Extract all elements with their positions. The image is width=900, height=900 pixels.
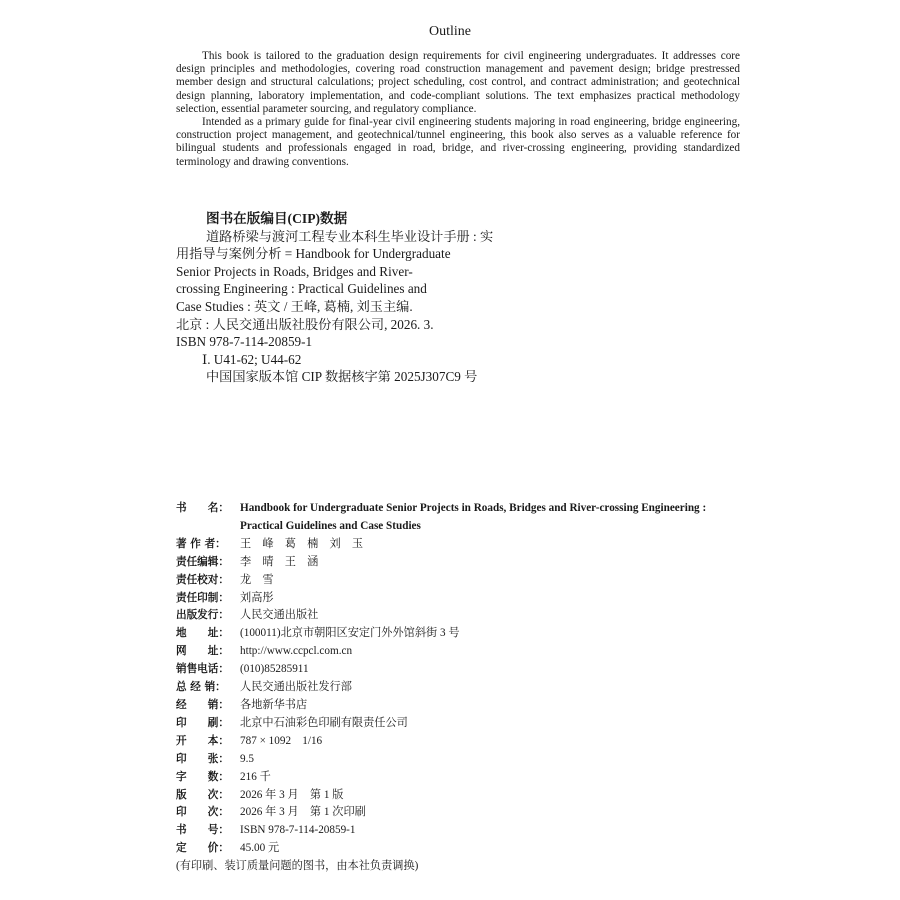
info-label: 销售电话： <box>176 663 229 676</box>
info-label: 印 刷： <box>176 716 229 729</box>
cip-description-line: Senior Projects in Roads, Bridges and River- <box>176 263 413 279</box>
info-label: 印 张： <box>176 752 229 765</box>
info-value: Handbook for Undergraduate Senior Projects in Roads, Bridges and River-crossing Engineering : <box>240 502 707 514</box>
info-value: 各地新华书店 <box>240 698 308 711</box>
info-label: 出版发行： <box>176 609 229 622</box>
info-value: 9.5 <box>240 752 254 765</box>
info-value: 45.00 元 <box>240 842 280 855</box>
info-label: 定 价： <box>176 842 229 855</box>
info-row <box>176 751 776 769</box>
info-value: 216 千 <box>240 770 271 783</box>
info-value: 787 × 1092 1/16 <box>240 734 323 747</box>
info-row <box>176 554 776 572</box>
info-value: 龙 雪 <box>240 573 274 586</box>
info-value: 李 晴 王 涵 <box>240 555 319 568</box>
info-value: 2026 年 3 月 第 1 版 <box>240 788 344 801</box>
info-value: (010)85285911 <box>240 663 309 676</box>
info-row <box>176 607 776 625</box>
info-value: ISBN 978-7-114-20859-1 <box>240 824 356 837</box>
cip-description-line: 用指导与案例分析 = Handbook for Undergraduate <box>176 246 451 262</box>
quality-notice <box>176 858 776 876</box>
info-row <box>176 840 776 858</box>
info-row <box>176 769 776 787</box>
cip-description-line: Case Studies : 英文 / 王峰, 葛楠, 刘玉主编. <box>176 298 413 314</box>
cip-isbn-line: ISBN 978-7-114-20859-1 <box>176 334 313 350</box>
info-row <box>176 733 776 751</box>
info-row <box>176 697 776 715</box>
info-value: 2026 年 3 月 第 1 次印刷 <box>240 806 366 819</box>
outline-paragraph: This book is tailored to the graduation design requirements for civil engineering undergraduates. It addresses core design principles and methodologies, covering road construction management and pavement design; bridge prestressed member design and structural calculations; project scheduling, cost control, and contract administration; and geotechnical design planning, laboratory implementation, and code-compliant solutions. The text emphasizes practical methodology selection, essential parameter sourcing, and regulatory compliance. <box>176 50 740 115</box>
outline-body <box>176 50 740 169</box>
info-row <box>176 661 776 679</box>
cip-description-line: crossing Engineering : Practical Guidelines and <box>176 281 427 297</box>
cip-publisher-line: 北京 : 人民交通出版社股份有限公司, 2026. 3. <box>176 316 434 332</box>
info-value: 人民交通出版社 <box>240 609 319 622</box>
info-label: 书 号： <box>176 824 229 837</box>
cip-record-number: 中国国家版本馆 CIP 数据核字第 2025J307C9 号 <box>206 369 478 385</box>
info-label: 责任编辑： <box>176 555 229 568</box>
info-row <box>176 625 776 643</box>
info-value: 人民交通出版社发行部 <box>240 681 352 694</box>
outline-title: Outline <box>429 24 471 39</box>
info-label: 书 名： <box>176 502 229 514</box>
outline-paragraph: Intended as a primary guide for final-year civil engineering students majoring in road engineering, bridge engineering, construction project management, and geotechnical/tunnel engineering, this book also serves as a valuable reference for bilingual students and professionals engaged in road, bridge, and river-crossing engineering, providing standardized terminology and drawing conventions. <box>176 116 740 168</box>
info-row <box>176 572 776 590</box>
info-row <box>176 715 776 733</box>
info-value: http://www.ccpcl.com.cn <box>240 645 353 658</box>
info-value: 北京中石油彩色印刷有限责任公司 <box>240 716 408 729</box>
info-label: 地 址： <box>176 627 229 640</box>
notice-text: (有印刷、装订质量问题的图书，由本社负责调换) <box>176 860 419 873</box>
info-label: 网 址： <box>176 645 229 658</box>
info-row <box>176 536 776 554</box>
info-label: 印 次： <box>176 806 229 819</box>
info-label: 开 本： <box>176 734 229 747</box>
info-label: 字 数： <box>176 770 229 783</box>
info-label: 经 销： <box>176 698 229 711</box>
info-value: 王 峰 葛 楠 刘 玉 <box>240 537 364 550</box>
info-row <box>176 643 776 661</box>
info-label: 责任校对： <box>176 573 229 586</box>
info-row <box>176 590 776 608</box>
info-row <box>176 804 776 822</box>
info-value: Practical Guidelines and Case Studies <box>240 519 421 532</box>
info-value: 刘高彤 <box>240 591 274 604</box>
info-row <box>176 787 776 805</box>
copyright-info <box>176 500 776 876</box>
info-value: (100011)北京市朝阳区安定门外外馆斜街 3 号 <box>240 627 460 640</box>
info-row <box>176 679 776 697</box>
info-title-continuation <box>176 518 776 536</box>
info-label: 责任印制： <box>176 591 229 604</box>
info-row-title <box>176 500 776 518</box>
cip-heading: 图书在版编目(CIP)数据 <box>206 211 348 226</box>
info-label: 版 次： <box>176 788 229 801</box>
info-label: 著 作 者： <box>176 537 226 550</box>
info-row <box>176 822 776 840</box>
cip-classification: Ⅰ. U41-62; U44-62 <box>202 351 302 367</box>
cip-description-line: 道路桥梁与渡河工程专业本科生毕业设计手册 : 实 <box>206 228 494 244</box>
info-label: 总 经 销： <box>176 681 226 694</box>
cip-block <box>176 210 576 386</box>
